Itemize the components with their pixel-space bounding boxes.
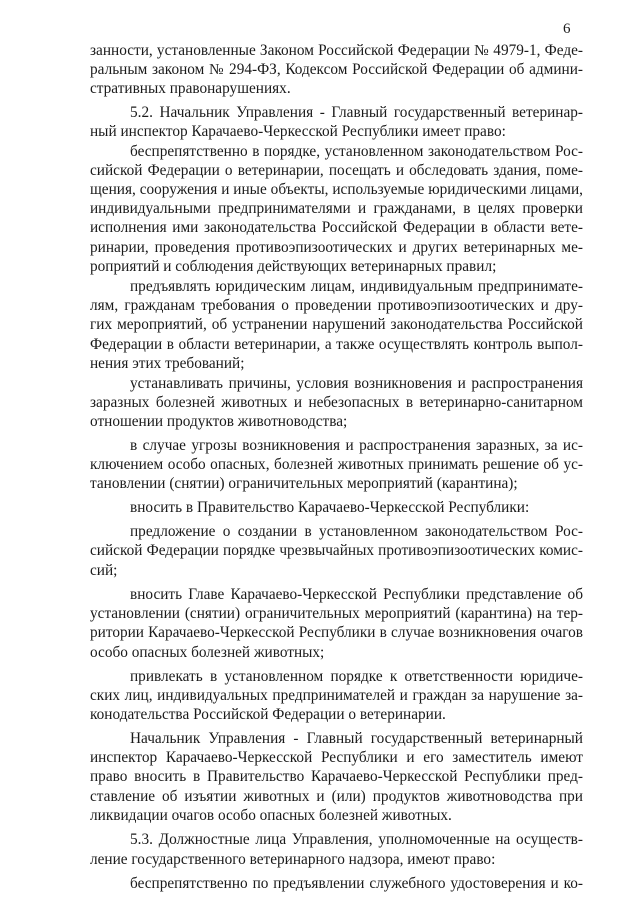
text-line: отношении продуктов животноводства;: [90, 413, 348, 430]
text-line: беспрепятственно в порядке, установленном законодательством Рос-: [130, 143, 583, 160]
text-line: заразных болезней животных и небезопасных в ветеринарно-санитарном: [90, 394, 583, 411]
text-line: право вносить в Правительство Карачаево-Черкесской Республики пред-: [90, 768, 583, 785]
text-line: стративных правонарушениях.: [90, 80, 291, 97]
text-line: инспектор Карачаево-Черкесской Республики и его заместитель имеют: [90, 749, 583, 766]
text-line: 5.2. Начальник Управления - Главный государственный ветеринар-: [130, 104, 583, 121]
text-line: ринарии, проведения противоэпизоотических и других ветеринарных ме-: [90, 239, 583, 256]
text-line: вносить в Правительство Карачаево-Черкесской Республики:: [130, 499, 530, 516]
text-line: предложение о создании в установленном законодательством Рос-: [130, 523, 583, 540]
text-line: сийской Федерации о ветеринарии, посещать и обследовать здания, поме-: [90, 162, 583, 179]
text-line: лям, гражданам требования о проведении противоэпизоотических и дру-: [90, 297, 583, 314]
text-line: ских лиц, индивидуальных предпринимателей и граждан за нарушение за-: [90, 687, 583, 704]
text-line: занности, установленные Законом Российской Федерации № 4979-1, Феде-: [90, 42, 583, 59]
text-line: тановлении (снятии) ограничительных мероприятий (карантина);: [90, 475, 518, 492]
page-number: 6: [563, 21, 571, 37]
text-line: сийской Федерации порядке чрезвычайных противоэпизоотических комис-: [90, 542, 583, 559]
text-line: роприятий и соблюдения действующих ветеринарных правил;: [90, 258, 497, 275]
text-line: вносить Главе Карачаево-Черкесской Республики представление об: [130, 586, 583, 603]
text-line: индивидуальными предпринимателями и гражданами, в целях проверки: [90, 200, 583, 217]
text-line: беспрепятственно по предъявлении служебного удостоверения и ко-: [130, 875, 583, 892]
text-line: гих мероприятий, об устранении нарушений законодательства Российской: [90, 316, 583, 333]
text-line: сий;: [90, 562, 118, 579]
text-line: ральным законом № 294-ФЗ, Кодексом Российской Федерации об админи-: [90, 61, 583, 78]
text-line: ликвидации очагов особо опасных болезней животных.: [90, 807, 452, 824]
text-line: конодательства Российской Федерации о ветеринарии.: [90, 706, 446, 723]
text-line: устанавливать причины, условия возникновения и распространения: [130, 375, 583, 392]
text-line: 5.3. Должностные лица Управления, уполномоченные на осуществ-: [130, 831, 583, 848]
text-line: предъявлять юридическим лицам, индивидуальным предпринимате-: [130, 278, 583, 295]
text-line: Начальник Управления - Главный государственный ветеринарный: [130, 730, 583, 747]
text-line: исполнения ими законодательства Российской Федерации в области вете-: [90, 219, 583, 236]
text-line: ставление об изъятии животных и (или) продуктов животноводства при: [90, 788, 583, 805]
text-line: особо опасных болезней животных;: [90, 644, 325, 661]
text-line: Федерации в области ветеринарии, а также осуществлять контроль выпол-: [90, 336, 583, 353]
text-line: ление государственного ветеринарного надзора, имеют право:: [90, 851, 496, 868]
text-line: привлекать в установленном порядке к ответственности юридиче-: [130, 668, 583, 685]
text-line: ный инспектор Карачаево-Черкесской Республики имеет право:: [90, 123, 506, 140]
text-line: нения этих требований;: [90, 355, 245, 372]
text-line: щения, сооружения и иные объекты, используемые юридическими лицами,: [90, 181, 583, 198]
text-line: ритории Карачаево-Черкесской Республики в случае возникновения очагов: [90, 624, 583, 641]
text-line: ключением особо опасных, болезней животных принимать решение об ус-: [90, 456, 583, 473]
text-line: в случае угрозы возникновения и распространения заразных, за ис-: [130, 437, 583, 454]
text-line: установлении (снятии) ограничительных мероприятий (карантина) на тер-: [90, 605, 583, 622]
